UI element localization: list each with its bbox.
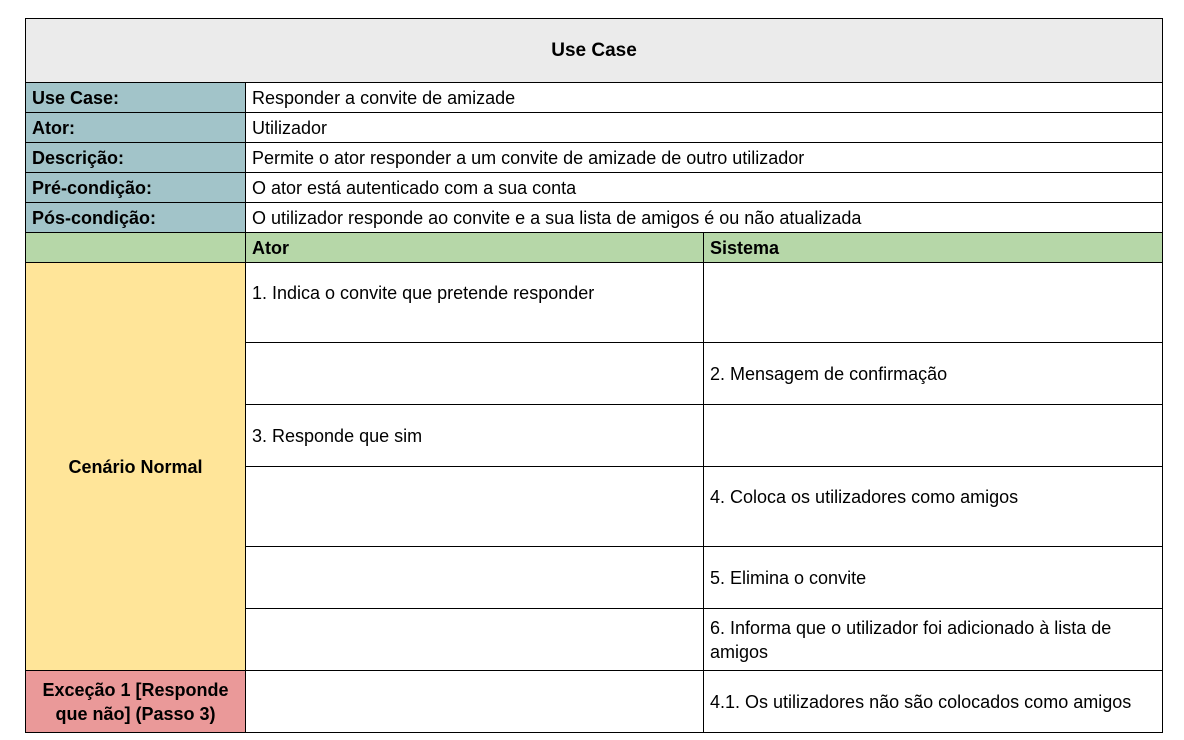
exception-actor-cell bbox=[246, 671, 704, 733]
step-system-cell bbox=[704, 263, 1163, 343]
field-value: Permite o ator responder a um convite de amizade de outro utilizador bbox=[246, 143, 1163, 173]
column-header-actor: Ator bbox=[246, 233, 704, 263]
step-actor-cell: 3. Responde que sim bbox=[246, 405, 704, 467]
exception-row bbox=[26, 671, 1163, 733]
column-header-system: Sistema bbox=[704, 233, 1163, 263]
step-system-cell: 5. Elimina o convite bbox=[704, 547, 1163, 609]
column-header-row bbox=[26, 233, 1163, 263]
step-system-cell: 4. Coloca os utilizadores como amigos bbox=[704, 467, 1163, 547]
field-label: Use Case: bbox=[26, 83, 246, 113]
field-row-precondition bbox=[26, 173, 1163, 203]
field-label: Pré-condição: bbox=[26, 173, 246, 203]
column-header-empty bbox=[26, 233, 246, 263]
step-actor-cell bbox=[246, 547, 704, 609]
exception-1-label: Exceção 1 [Responde que não] (Passo 3) bbox=[26, 671, 246, 733]
step-system-cell: 2. Mensagem de confirmação bbox=[704, 343, 1163, 405]
step-system-cell bbox=[704, 405, 1163, 467]
field-value: Utilizador bbox=[246, 113, 1163, 143]
field-value: Responder a convite de amizade bbox=[246, 83, 1163, 113]
field-label: Ator: bbox=[26, 113, 246, 143]
step-actor-cell bbox=[246, 609, 704, 671]
field-row-actor bbox=[26, 113, 1163, 143]
exception-system-cell: 4.1. Os utilizadores não são colocados como amigos bbox=[704, 671, 1163, 733]
field-row-use-case bbox=[26, 83, 1163, 113]
step-system-cell: 6. Informa que o utilizador foi adicionado à lista de amigos bbox=[704, 609, 1163, 671]
field-row-postcondition bbox=[26, 203, 1163, 233]
step-actor-cell: 1. Indica o convite que pretende responder bbox=[246, 263, 704, 343]
step-actor-cell bbox=[246, 343, 704, 405]
scenario-step-row bbox=[26, 263, 1163, 343]
use-case-table bbox=[25, 18, 1163, 733]
field-label: Descrição: bbox=[26, 143, 246, 173]
step-actor-cell bbox=[246, 467, 704, 547]
normal-scenario-label: Cenário Normal bbox=[26, 263, 246, 671]
field-label: Pós-condição: bbox=[26, 203, 246, 233]
field-value: O utilizador responde ao convite e a sua lista de amigos é ou não atualizada bbox=[246, 203, 1163, 233]
field-value: O ator está autenticado com a sua conta bbox=[246, 173, 1163, 203]
field-row-description bbox=[26, 143, 1163, 173]
table-title: Use Case bbox=[26, 19, 1163, 83]
